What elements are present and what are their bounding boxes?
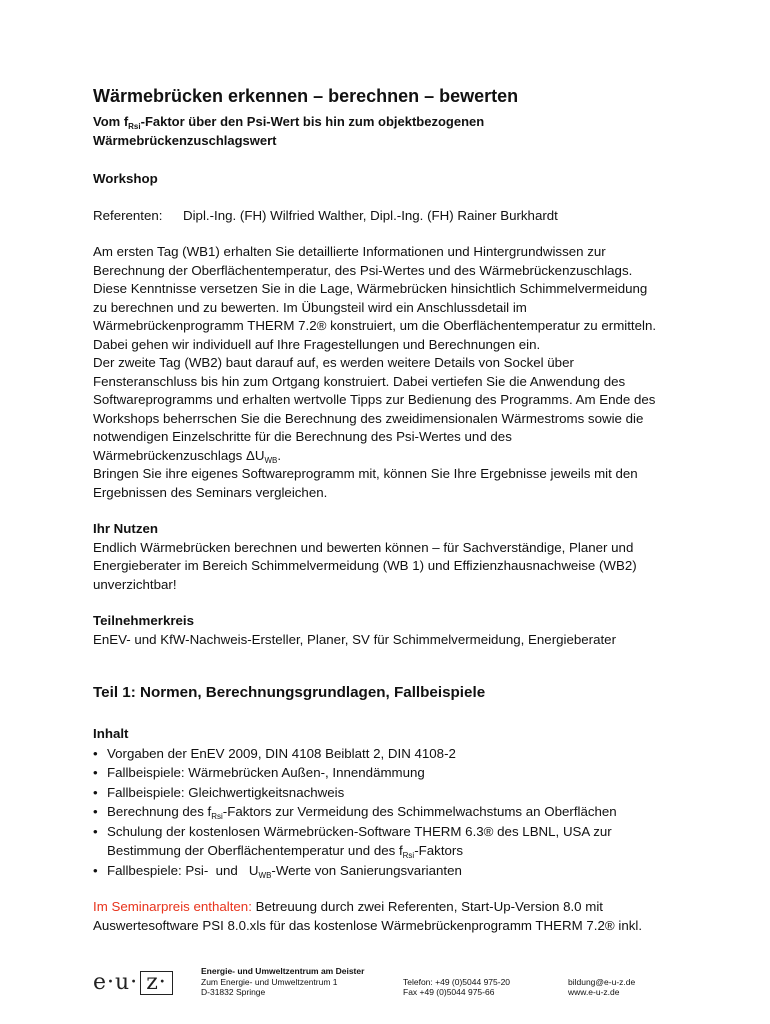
- description-line: Berechnung der Oberflächentemperatur, des Psi-Wertes und des Wärmebrückenzuschlags.: [93, 262, 633, 278]
- teil1-heading: Teil 1: Normen, Berechnungsgrundlagen, Fallbeispiele: [93, 684, 486, 701]
- description-line: Softwareprogramms und erhalten wertvolle Tipps zur Bedienung des Programms. Am Ende des: [93, 392, 656, 407]
- footer-fax: Fax +49 (0)5044 975-66: [403, 987, 495, 997]
- subtitle-line-2: Wärmebrückenzuschlagswert: [93, 133, 277, 148]
- nutzen-line: unverzichtbar!: [93, 576, 177, 592]
- bullet-icon: •: [93, 784, 98, 800]
- bullet-icon: •: [93, 804, 98, 819]
- nutzen-heading: Ihr Nutzen: [93, 521, 159, 536]
- bullet-icon: •: [93, 765, 98, 780]
- teilnehmer-text: EnEV- und KfW-Nachweis-Ersteller, Planer, SV für Schimmelvermeidung, Energieberater: [93, 631, 616, 647]
- description-line: Bringen Sie ihre eigenes Softwareprogramm mit, können Sie Ihre Ergebnisse jeweils mit den: [93, 466, 638, 481]
- description-line: notwendigen Einzelschritte für die Berechnung des Psi-Wertes und des: [93, 429, 512, 444]
- list-item-text: -Faktors zur Vermeidung des Schimmelwachstums an Oberflächen: [222, 804, 617, 819]
- description-line: Wärmebrückenprogramm THERM 7.2® konstruiert, um die Oberflächentemperatur zu ermitteln.: [93, 318, 657, 333]
- description-line: Diese Kenntnisse versetzen Sie in die Lage, Wärmebrücken hinsichtlich Schimmelvermeidung: [93, 281, 648, 296]
- footer-address-line: D-31832 Springe: [201, 987, 266, 997]
- bullet-icon: •: [93, 862, 98, 878]
- inhalt-list: [93, 744, 693, 881]
- list-item: [93, 822, 693, 861]
- seminarpreis-label: Im Seminarpreis enthalten:: [93, 899, 252, 914]
- description-line: Ergebnissen des Seminars vergleichen.: [93, 484, 328, 500]
- description-line: zu berechnen und zu bewerten. Im Übungsteil wird ein Anschlussdetail im: [93, 299, 527, 315]
- list-item-text: Berechnung des f: [107, 804, 212, 819]
- nutzen-line: Energieberater im Bereich Schimmelvermeidung (WB 1) und Effizienzhausnachweise (WB2): [93, 558, 637, 573]
- footer-address-line: Zum Energie- und Umweltzentrum 1: [201, 976, 338, 987]
- logo-text: e·u·: [93, 970, 139, 995]
- list-item: [93, 744, 693, 764]
- document-page: [93, 84, 693, 935]
- list-item-text: -Faktors: [414, 843, 463, 858]
- delta-text: Wärmebrückenzuschlags ΔU: [93, 447, 265, 463]
- list-item: [93, 802, 693, 822]
- document-title: Wärmebrücken erkennen – berechnen – bewerten: [93, 86, 519, 106]
- list-item-subscript: WB: [258, 870, 272, 880]
- referenten-line: [93, 207, 693, 226]
- document-subtitle: [93, 112, 693, 150]
- list-item-subscript: Rsi: [402, 851, 415, 860]
- list-item-text: Fallbespiele: Psi- und U: [107, 862, 259, 878]
- logo-box-text: z·: [140, 971, 173, 995]
- list-item-text: Bestimmung der Oberflächentemperatur und des f: [107, 843, 403, 858]
- delta-subscript: WB: [264, 455, 278, 465]
- nutzen-line: Endlich Wärmebrücken berechnen und bewerten können – für Sachverständige, Planer und: [93, 539, 634, 555]
- seminarpreis-line-2: Auswertesoftware PSI 8.0.xls für das kostenlose Wärmebrückenprogramm THERM 7.2® inkl.: [93, 917, 643, 933]
- referenten-label: Referenten:: [93, 207, 163, 223]
- list-item-subscript: Rsi: [211, 812, 223, 821]
- bullet-icon: •: [93, 823, 98, 839]
- footer-org-name: Energie- und Umweltzentrum am Deister: [201, 966, 365, 976]
- description-line: Workshops beherrschen Sie die Berechnung des zweidimensionalen Wärmestroms sowie die: [93, 410, 644, 426]
- inhalt-heading: Inhalt: [93, 726, 129, 741]
- description-line: Der zweite Tag (WB2) baut darauf auf, es werden weitere Details von Sockel über: [93, 355, 574, 370]
- list-item: [93, 763, 693, 783]
- list-item-text: Schulung der kostenlosen Wärmebrücken-Software THERM 6.3® des LBNL, USA zur: [107, 823, 612, 839]
- footer-web: [568, 977, 635, 998]
- nutzen-section: [93, 520, 693, 594]
- description-line: Fensteranschluss bis hin zum Ortgang konstruiert. Dabei vertiefen Sie die Anwendung des: [93, 373, 626, 389]
- list-item: [93, 783, 693, 803]
- teilnehmer-section: [93, 612, 693, 649]
- description-line: Dabei gehen wir individuell auf Ihre Fragestellungen und Berechnungen ein.: [93, 336, 541, 352]
- list-item: [93, 861, 693, 881]
- seminarpreis-text: Betreuung durch zwei Referenten, Start-Up-Version 8.0 mit: [251, 899, 603, 914]
- euz-logo: [93, 970, 173, 996]
- subtitle-subscript: Rsi: [128, 122, 141, 131]
- list-item-text: Fallbeispiele: Wärmebrücken Außen-, Innendämmung: [107, 765, 425, 780]
- subtitle-text-end: -Faktor über den Psi-Wert bis hin zum objektbezogenen: [140, 114, 485, 129]
- delta-period: .: [277, 447, 282, 463]
- description-line: Am ersten Tag (WB1) erhalten Sie detaillierte Informationen und Hintergrundwissen zur: [93, 244, 606, 259]
- list-item-text: -Werte von Sanierungsvarianten: [271, 862, 462, 878]
- teilnehmer-heading: Teilnehmerkreis: [93, 613, 195, 628]
- footer-phone: Telefon: +49 (0)5044 975-20: [403, 976, 511, 987]
- footer-address: [201, 966, 364, 998]
- footer-contact: [403, 977, 510, 998]
- description-paragraph: [93, 243, 693, 502]
- footer-website[interactable]: www.e-u-z.de: [568, 987, 620, 997]
- bullet-icon: •: [93, 745, 98, 761]
- inhalt-section: [93, 725, 693, 880]
- page-footer: [93, 964, 693, 1004]
- workshop-label: Workshop: [93, 171, 158, 186]
- list-item-text: Fallbeispiele: Gleichwertigkeitsnachweis: [107, 784, 345, 800]
- footer-email[interactable]: bildung@e-u-z.de: [568, 976, 636, 987]
- list-item-text: Vorgaben der EnEV 2009, DIN 4108 Beiblatt 2, DIN 4108-2: [107, 745, 456, 761]
- subtitle-text-start: Vom f: [93, 114, 129, 129]
- referenten-names: Dipl.-Ing. (FH) Wilfried Walther, Dipl.-Ing. (FH) Rainer Burkhardt: [183, 207, 558, 223]
- description-delta-line: [93, 447, 693, 466]
- seminarpreis-paragraph: [93, 898, 693, 935]
